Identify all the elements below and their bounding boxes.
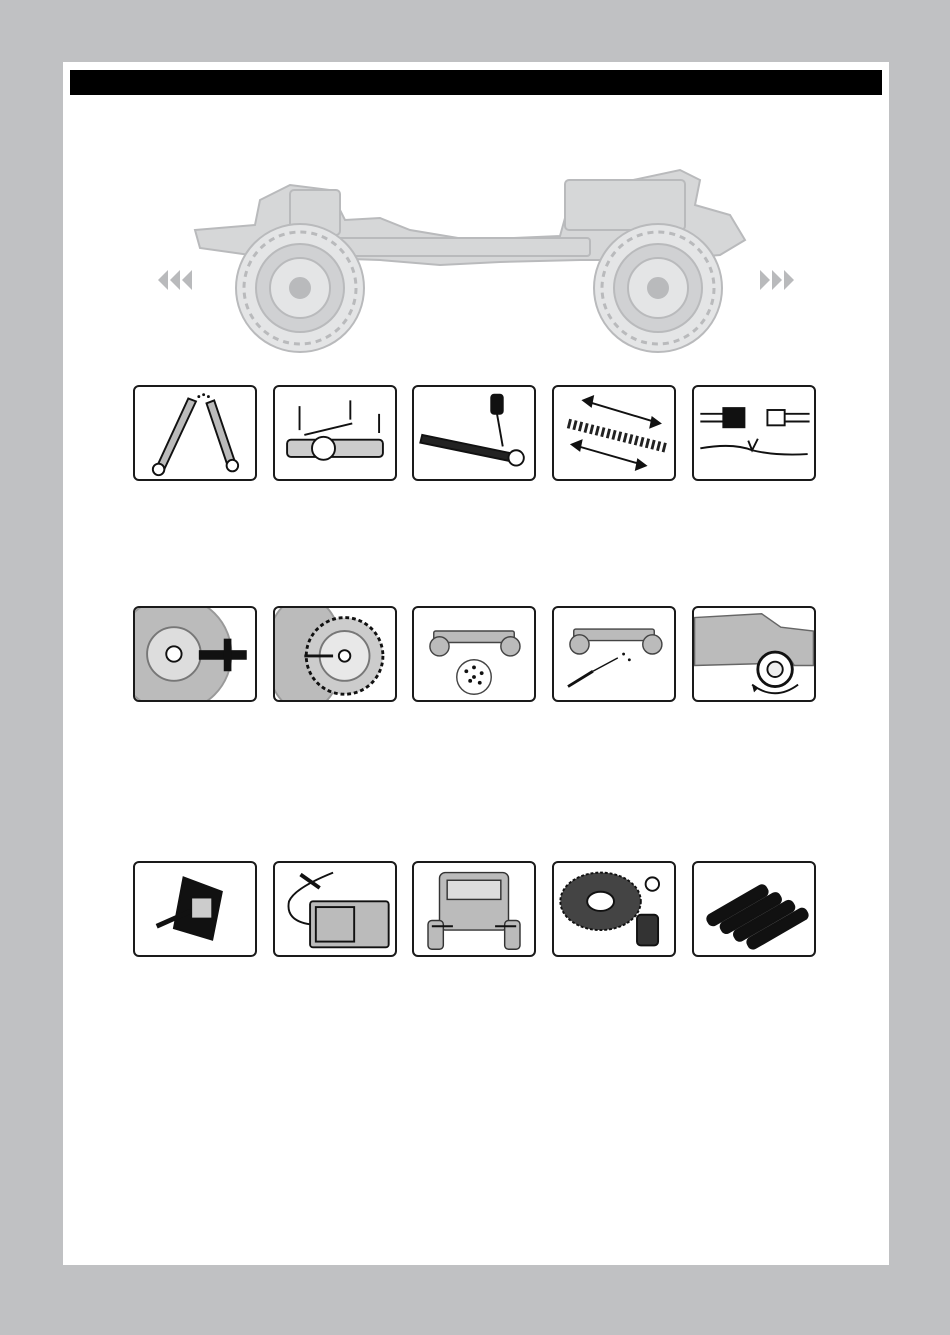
chassis-dirt-icon	[414, 608, 534, 700]
driveshaft-hex-driver-icon	[414, 387, 534, 479]
chassis-screwdriver-icon	[554, 608, 674, 700]
tile-truck-front-width	[412, 861, 536, 957]
wire-connectors-icon	[694, 387, 814, 479]
aa-batteries-icon	[694, 863, 814, 955]
tile-chassis-dirt	[412, 606, 536, 702]
tile-driveshaft	[412, 385, 536, 481]
truck-front-width-icon	[414, 863, 534, 955]
tile-aa-batteries	[692, 861, 816, 957]
motor-pinion-shaft-icon	[135, 863, 255, 955]
body-wheel-rotate-icon	[694, 608, 814, 700]
header-bar	[70, 70, 882, 95]
spur-pinion-gears-icon	[554, 863, 674, 955]
triple-chevron-right-icon	[760, 270, 794, 290]
tile-axle-screws	[273, 385, 397, 481]
receiver-antenna-icon	[275, 863, 395, 955]
tile-shock-spring	[552, 385, 676, 481]
tile-beadlock-wheel	[273, 606, 397, 702]
shock-spring-icon	[554, 387, 674, 479]
tile-suspension-links	[133, 385, 257, 481]
tile-spur-pinion-gears	[552, 861, 676, 957]
suspension-links-icon	[135, 387, 255, 479]
tile-body-wheel-rotate	[692, 606, 816, 702]
triple-chevron-left-icon	[158, 270, 192, 290]
tile-chassis-screwdriver	[552, 606, 676, 702]
rc-crawler-chassis-illustration	[140, 160, 810, 365]
tile-wire-connectors	[692, 385, 816, 481]
tile-wheel-hub	[133, 606, 257, 702]
axle-screws-icon	[275, 387, 395, 479]
beadlock-wheel-icon	[275, 608, 395, 700]
wheel-hub-cross-wrench-icon	[135, 608, 255, 700]
tile-motor-pinion	[133, 861, 257, 957]
tile-receiver-antenna	[273, 861, 397, 957]
